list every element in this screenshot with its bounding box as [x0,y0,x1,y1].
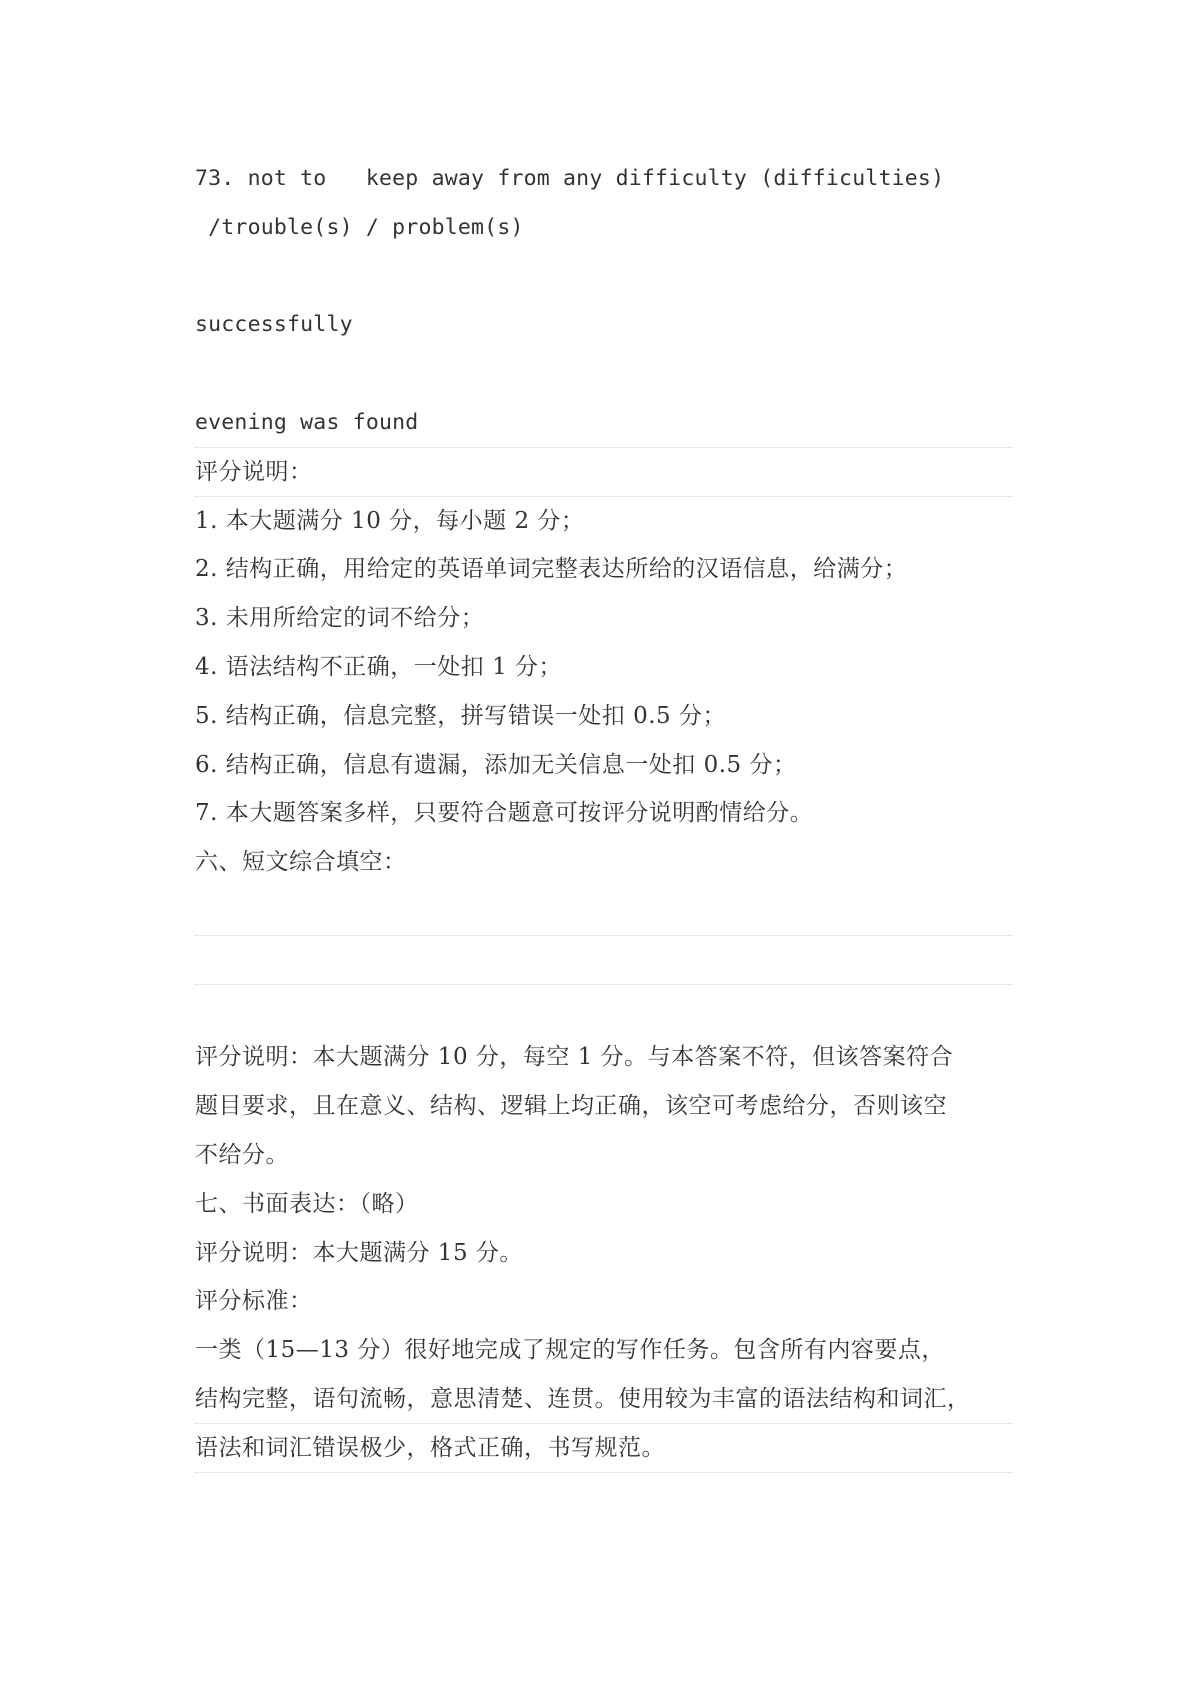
section-6-scoring: 不给分。 [195,1141,289,1168]
answer-73-line [195,155,1013,204]
answer-73-continued: /trouble(s) / problem(s) [195,214,524,240]
class-1-description: 一类（15—13 分）很好地完成了规定的写作任务。包含所有内容要点， [195,1337,945,1364]
answer-key-page [195,155,1013,1473]
section-7-heading: 七、书面表达：（略） [195,1190,419,1217]
section-6-row-3 [195,985,1013,1034]
answer-74-continued: successfully [195,312,353,338]
answer-75-continued: evening was found [195,399,1013,448]
answer-75 [195,350,1013,399]
scoring-item: 7. 本大题答案多样，只要符合题意可按评分说明酌情给分。 [195,800,814,827]
scoring-item: 4. 语法结构不正确，一处扣 1 分； [195,653,563,680]
scoring-standard-heading: 评分标准： [195,1288,313,1315]
scoring-item: 5. 结构正确，信息完整，拼写错误一处扣 0.5 分； [195,702,726,729]
section-7-scoring: 评分说明：本大题满分 15 分。 [195,1239,523,1266]
section-6-scoring: 题目要求，且在意义、结构、逻辑上均正确，该空可考虑给分，否则该空 [195,1093,947,1120]
answer-74 [195,253,1013,302]
section-6-heading: 六、短文综合填空： [195,849,407,876]
section-6-row-2 [195,936,1013,985]
scoring-item: 3. 未用所给定的词不给分； [195,605,485,632]
scoring-item: 1. 本大题满分 10 分，每小题 2 分； [195,507,585,534]
class-1-description: 结构完整，语句流畅，意思清楚、连贯。使用较为丰富的语法结构和词汇， [195,1375,1013,1424]
scoring-heading-5: 评分说明： [195,448,1013,497]
class-1-description: 语法和词汇错误极少，格式正确，书写规范。 [195,1424,1013,1473]
answer-73: 73. not to keep away from any difficulty (difficulties) [195,166,945,191]
section-6-row-1 [195,887,1013,936]
scoring-item: 6. 结构正确，信息有遗漏，添加无关信息一处扣 0.5 分； [195,751,797,778]
scoring-item: 2. 结构正确，用给定的英语单词完整表达所给的汉语信息，给满分； [195,556,908,583]
section-6-scoring: 评分说明：本大题满分 10 分，每空 1 分。与本答案不符，但该答案符合 [195,1044,954,1071]
